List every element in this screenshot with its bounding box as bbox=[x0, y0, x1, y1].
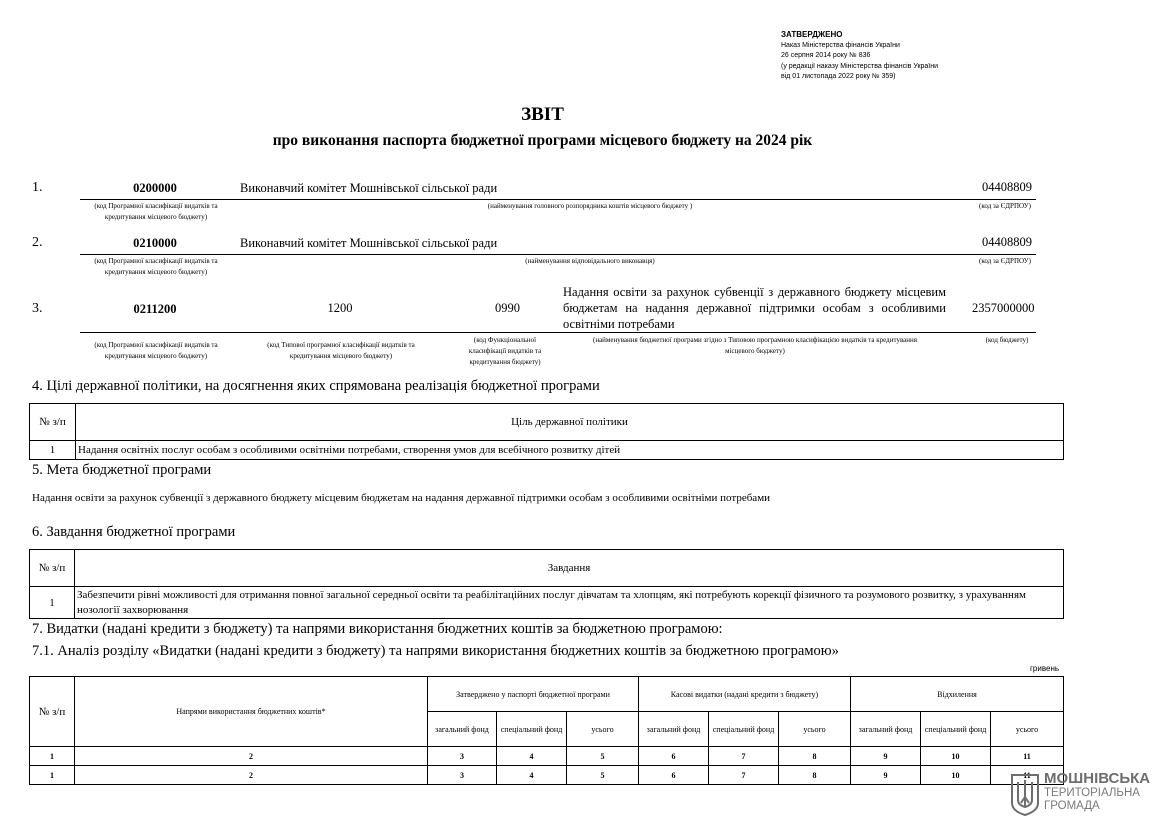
table-row bbox=[30, 766, 1064, 785]
tasks-row-num: 1 bbox=[30, 587, 75, 619]
watermark-line1: МОШНІВСЬКА bbox=[1044, 770, 1151, 787]
row3-typical-code: 1200 bbox=[327, 301, 353, 315]
exp-header-num: № з/п bbox=[30, 677, 75, 747]
exp-cell: 10 bbox=[921, 766, 991, 785]
row3-underline bbox=[80, 332, 1036, 333]
exp-sub-total: усього bbox=[779, 712, 851, 747]
unit-label: гривень bbox=[1030, 664, 1060, 673]
row3-caption-code: (код Програмної класифікації видатків та кредитування місцевого бюджету) bbox=[94, 341, 218, 360]
exp-cell: 9 bbox=[851, 747, 921, 766]
exp-sub-special: спеціальний фонд bbox=[497, 712, 567, 747]
exp-sub-total: усього bbox=[567, 712, 639, 747]
watermark-line3: ГРОМАДА bbox=[1044, 800, 1100, 812]
exp-sub-general: загальний фонд bbox=[428, 712, 497, 747]
exp-cell: 8 bbox=[779, 766, 851, 785]
row1-caption-edrpou: (код за ЄДРПОУ) bbox=[979, 202, 1031, 210]
tasks-header-task: Завдання bbox=[75, 550, 1064, 587]
row1-manager-name: Виконавчий комітет Мошнівської сільської ради bbox=[240, 181, 498, 195]
report-subtitle: про виконання паспорта бюджетної програми місцевого бюджету на 2024 рік bbox=[272, 132, 813, 149]
row3-caption-typical: (код Типової програмної класифікації видатків та кредитування місцевого бюджету) bbox=[267, 341, 415, 360]
exp-cell: 4 bbox=[497, 766, 567, 785]
exp-cell: 11 bbox=[991, 747, 1064, 766]
row2-underline bbox=[80, 254, 1036, 255]
approval-title: ЗАТВЕРДЖЕНО bbox=[781, 30, 843, 39]
row3-caption-functional: (код Функціональної класифікації видатків та кредитування бюджету) bbox=[468, 336, 542, 366]
row1-edrpou: 04408809 bbox=[982, 180, 1032, 194]
exp-cell: 8 bbox=[779, 747, 851, 766]
row3-budget-code: 2357000000 bbox=[972, 301, 1035, 315]
row2-edrpou: 04408809 bbox=[982, 235, 1032, 249]
row2-program-code: 0210000 bbox=[133, 236, 177, 250]
exp-header-cash: Касові видатки (надані кредити з бюджету) bbox=[639, 677, 851, 712]
community-watermark bbox=[1010, 771, 1160, 821]
exp-cell: 2 bbox=[75, 747, 428, 766]
exp-cell: 6 bbox=[639, 766, 709, 785]
goals-header-num: № з/п bbox=[30, 404, 76, 441]
table-row bbox=[30, 441, 1064, 460]
exp-cell: 4 bbox=[497, 747, 567, 766]
goals-row-text: Надання освітніх послуг особам з особливими освітніми потребами, створення умов для всебічного розвитку дітей bbox=[76, 441, 1064, 460]
row1-caption-name: (найменування головного розпорядника коштів місцевого бюджету ) bbox=[487, 202, 693, 210]
section7-subheading: 7.1. Аналіз розділу «Видатки (надані кредити з бюджету) та напрями використання бюджетних коштів за бюджетною програмою» bbox=[32, 643, 839, 659]
row3-caption-budget: (код бюджету) bbox=[985, 336, 1029, 344]
exp-header-approved: Затверджено у паспорті бюджетної програми bbox=[428, 677, 639, 712]
expenditure-table bbox=[29, 676, 1064, 785]
row3-functional-code: 0990 bbox=[495, 301, 520, 315]
exp-header-direction: Напрями використання бюджетних коштів* bbox=[75, 677, 428, 747]
row2-caption-edrpou: (код за ЄДРПОУ) bbox=[979, 257, 1031, 265]
exp-cell: 5 bbox=[567, 766, 639, 785]
row2-number: 2. bbox=[32, 235, 43, 250]
exp-cell: 3 bbox=[428, 747, 497, 766]
report-title: ЗВІТ bbox=[521, 104, 564, 125]
exp-cell: 11 bbox=[991, 766, 1064, 785]
approval-block bbox=[781, 30, 938, 83]
trident-icon bbox=[1010, 773, 1040, 817]
section7-heading: 7. Видатки (надані кредити з бюджету) та напрями використання бюджетних коштів за бюджетною програмою: bbox=[32, 621, 723, 637]
approval-line: Наказ Міністерства фінансів України bbox=[781, 41, 900, 49]
section6-heading: 6. Завдання бюджетної програми bbox=[32, 524, 236, 540]
tasks-table bbox=[29, 549, 1064, 619]
section4-heading: 4. Цілі державної політики, на досягнення яких спрямована реалізація бюджетної програми bbox=[32, 378, 600, 394]
exp-cell: 1 bbox=[30, 766, 75, 785]
row1-number: 1. bbox=[32, 180, 43, 195]
exp-sub-general: загальний фонд bbox=[851, 712, 921, 747]
exp-cell: 2 bbox=[75, 766, 428, 785]
row1-program-code: 0200000 bbox=[133, 181, 177, 195]
exp-sub-special: спеціальний фонд bbox=[921, 712, 991, 747]
row1-caption-code: (код Програмної класифікації видатків та кредитування місцевого бюджету) bbox=[94, 202, 218, 221]
table-row bbox=[30, 747, 1064, 766]
goals-row-num: 1 bbox=[30, 441, 76, 460]
exp-cell: 7 bbox=[709, 747, 779, 766]
row1-underline bbox=[80, 199, 1036, 200]
row2-executor-name: Виконавчий комітет Мошнівської сільської ради bbox=[240, 236, 498, 250]
row3-caption-name: (найменування бюджетної програми згідно з Типовою програмною класифікацією видатків та кредитування місцевого бюджету) bbox=[593, 336, 917, 355]
exp-cell: 3 bbox=[428, 766, 497, 785]
row2-caption-name: (найменування відповідального виконавця) bbox=[525, 257, 655, 265]
table-row bbox=[30, 587, 1064, 619]
exp-header-deviation: Відхилення bbox=[851, 677, 1064, 712]
exp-sub-total: усього bbox=[991, 712, 1064, 747]
row3-number: 3. bbox=[32, 301, 43, 316]
goals-table bbox=[29, 403, 1064, 460]
goals-header-goal: Ціль державної політики bbox=[76, 404, 1064, 441]
exp-cell: 6 bbox=[639, 747, 709, 766]
row3-program-name: Надання освіти за рахунок субвенції з державного бюджету місцевим бюджетам на надання державної підтримки особам з особливими освітніми потребами bbox=[563, 285, 946, 331]
row3-program-code: 0211200 bbox=[133, 302, 177, 316]
exp-cell: 9 bbox=[851, 766, 921, 785]
section5-text: Надання освіти за рахунок субвенції з державного бюджету місцевим бюджетам на надання державної підтримки особам з особливими освітніми потребами bbox=[32, 492, 771, 504]
exp-cell: 10 bbox=[921, 747, 991, 766]
approval-line: від 01 листопада 2022 року № 359) bbox=[781, 73, 896, 80]
exp-cell: 5 bbox=[567, 747, 639, 766]
exp-cell: 7 bbox=[709, 766, 779, 785]
section5-heading: 5. Мета бюджетної програми bbox=[32, 462, 212, 478]
approval-line: (у редакції наказу Міністерства фінансів України bbox=[781, 62, 939, 70]
tasks-row-text: Забезпечити рівні можливості для отримання повної загальної середньої освіти та реабілітаційних послуг дівчатам та хлопцям, які потребують корекції фізичного та розумового розвитку, з урахуванням нозології захворювання bbox=[75, 587, 1064, 619]
tasks-header-num: № з/п bbox=[30, 550, 75, 587]
approval-line: 26 серпня 2014 року № 836 bbox=[781, 52, 871, 59]
watermark-line2: ТЕРИТОРІАЛЬНА bbox=[1044, 787, 1140, 799]
exp-sub-general: загальний фонд bbox=[639, 712, 709, 747]
row2-caption-code: (код Програмної класифікації видатків та кредитування місцевого бюджету) bbox=[94, 257, 218, 276]
exp-cell: 1 bbox=[30, 747, 75, 766]
exp-sub-special: спеціальний фонд bbox=[709, 712, 779, 747]
